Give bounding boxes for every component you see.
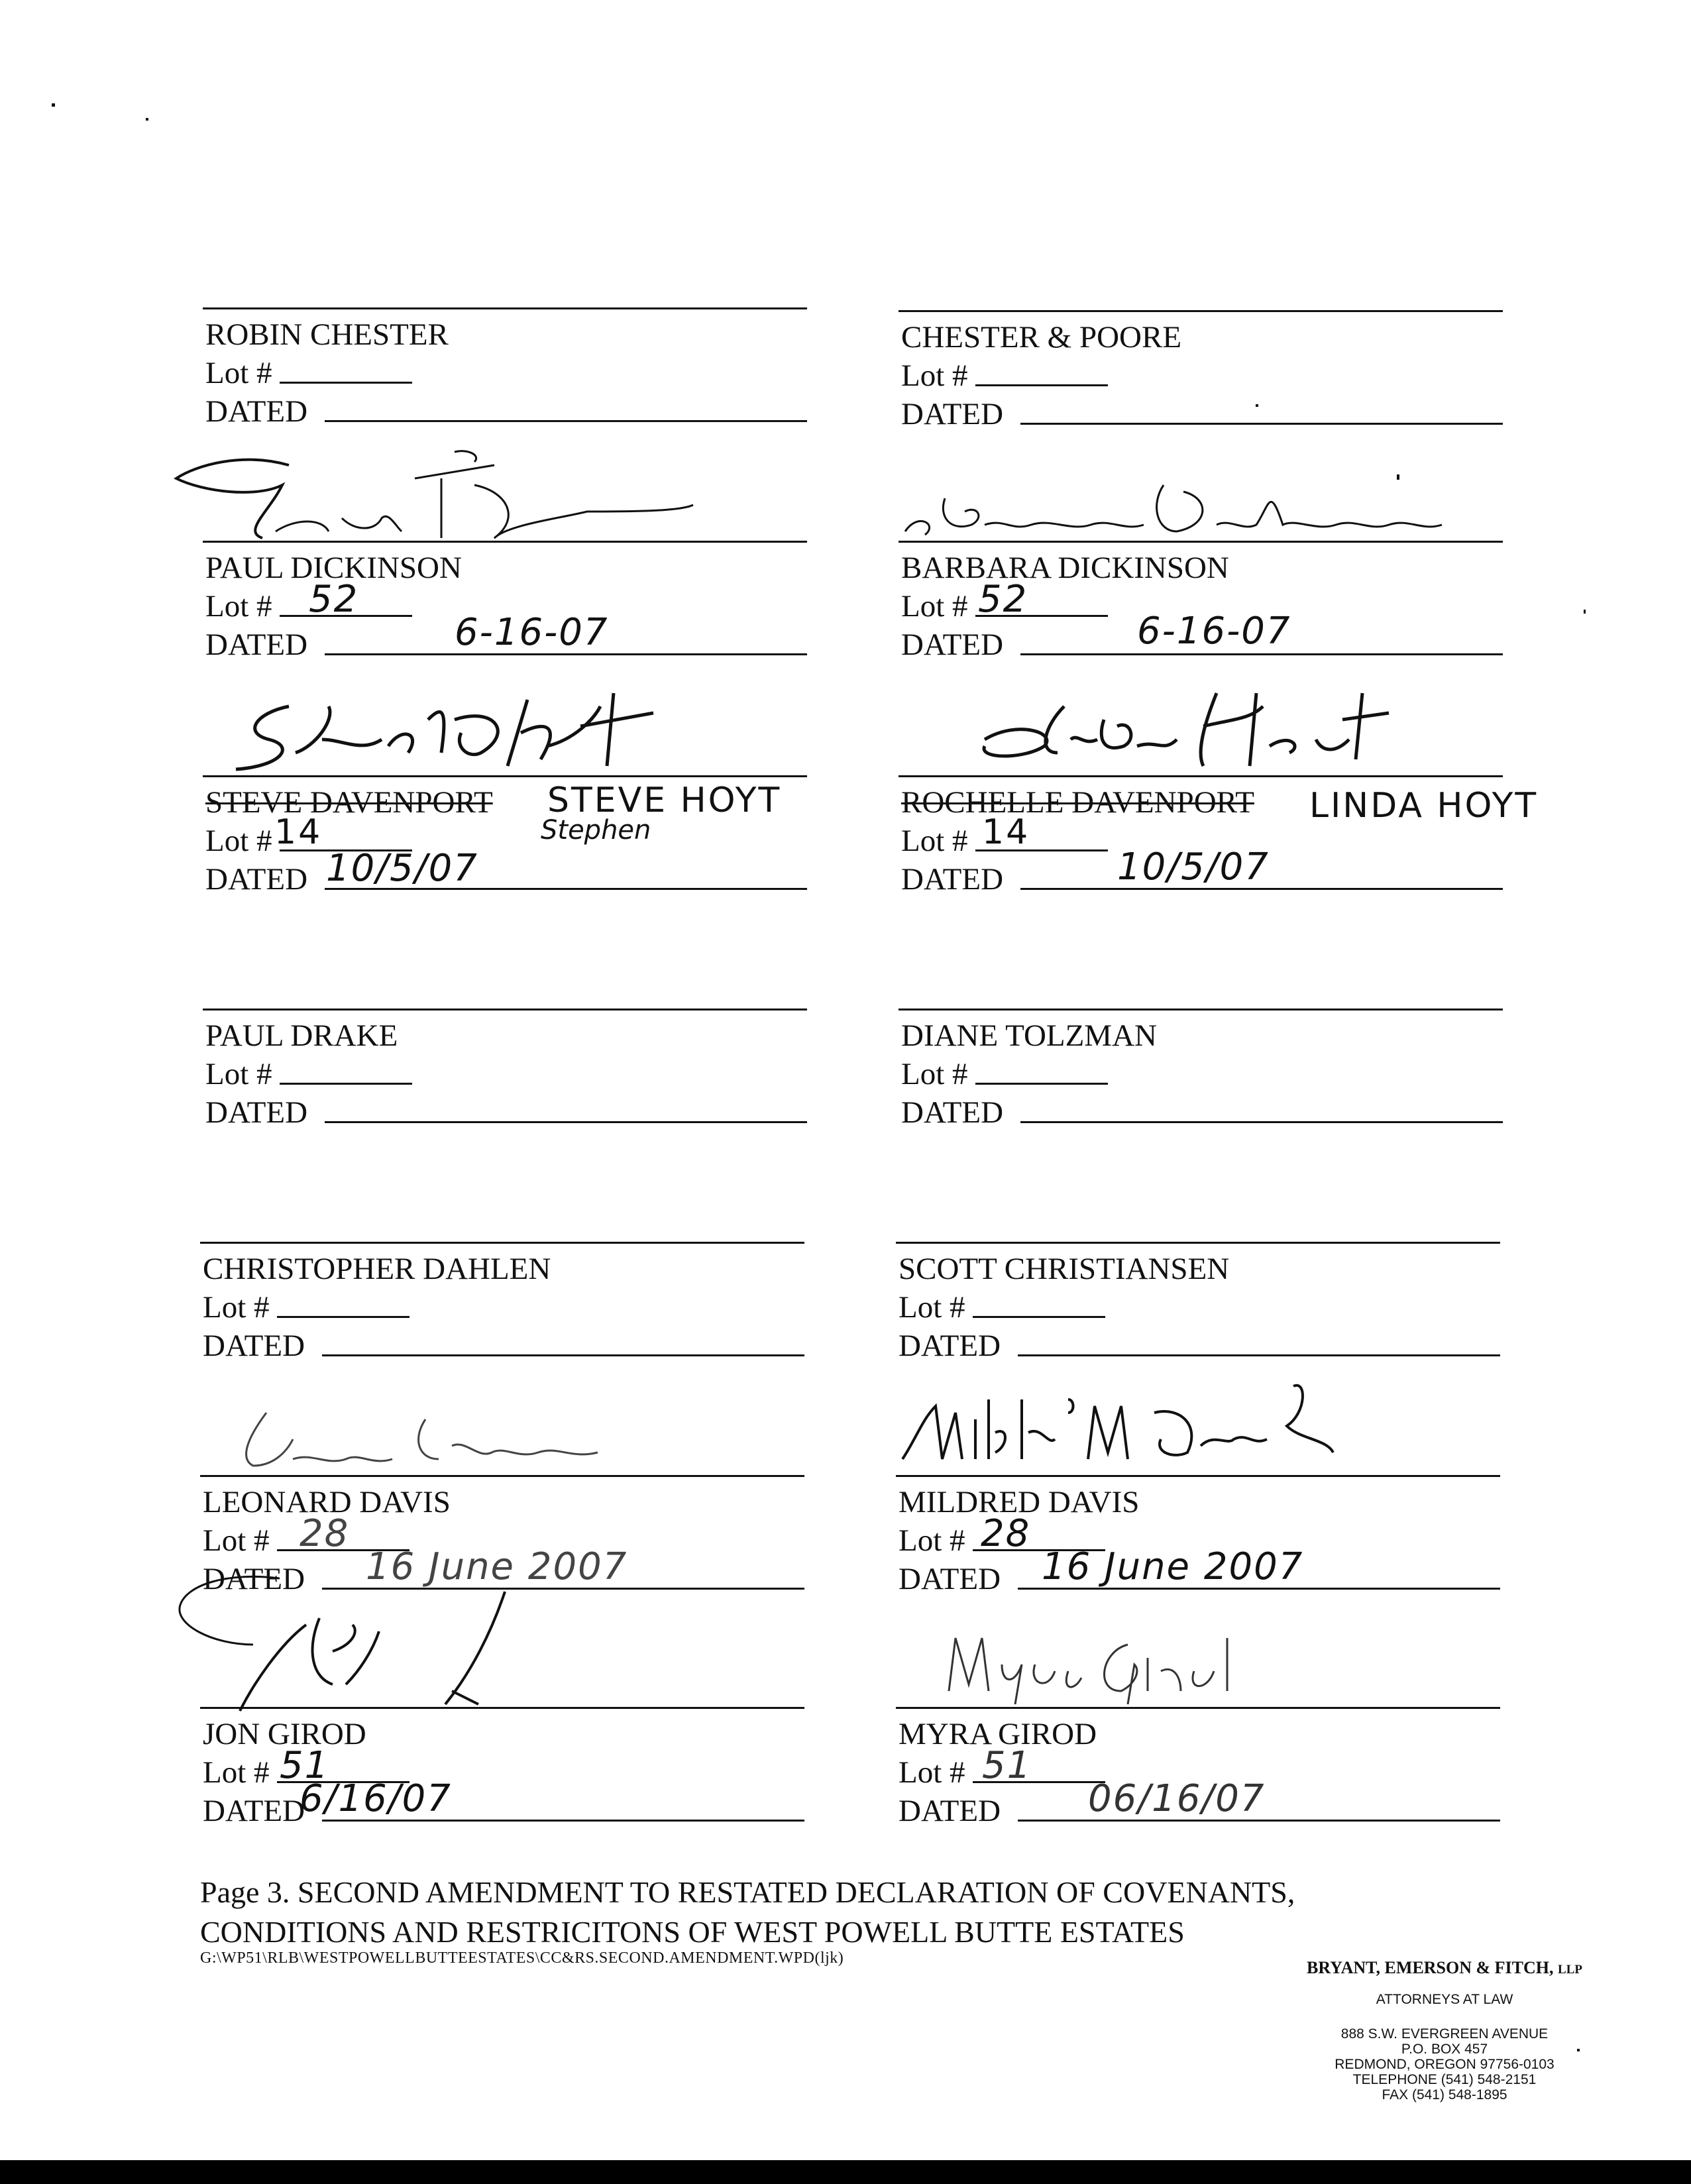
dated-field-line <box>1020 423 1503 425</box>
paul-dickinson-signature <box>163 439 759 545</box>
lot-label: Lot # <box>901 824 968 858</box>
scan-speck <box>1256 404 1258 407</box>
lot-row <box>203 1289 270 1325</box>
scan-speck <box>1584 610 1586 614</box>
lot-label: Lot # <box>899 1523 965 1558</box>
lot-handwritten-value: 28 <box>300 1512 350 1555</box>
signature-line <box>896 1707 1500 1709</box>
lot-label: Lot # <box>205 824 272 858</box>
signature-block-jon-girod <box>200 1678 804 1877</box>
lot-field-line <box>280 1083 412 1085</box>
dated-field-line <box>1020 653 1503 655</box>
dated-row <box>205 394 307 429</box>
scan-speck <box>1397 474 1399 480</box>
barbara-dickinson-signature <box>899 459 1495 538</box>
mildred-davis-signature <box>896 1373 1399 1472</box>
dated-row <box>203 1328 305 1364</box>
signature-block-paul-drake <box>203 979 807 1178</box>
dated-label: DATED <box>205 394 308 429</box>
lot-label: Lot # <box>205 1057 272 1091</box>
signer-name: BARBARA DICKINSON <box>901 551 1229 585</box>
signature-block-steve-davenport <box>203 746 807 945</box>
lot-row <box>203 1755 270 1790</box>
signature-line <box>203 307 807 309</box>
lot-field-line <box>975 384 1108 386</box>
scan-edge-bar <box>0 2160 1691 2184</box>
leonard-davis-signature <box>227 1399 690 1472</box>
dated-field-line <box>322 1354 804 1356</box>
dated-label: DATED <box>203 1562 305 1596</box>
lot-row <box>205 823 272 859</box>
dated-row <box>901 396 1003 432</box>
signature-block-mildred-davis <box>896 1446 1500 1645</box>
dated-label: DATED <box>901 862 1004 897</box>
dated-label: DATED <box>901 628 1004 662</box>
dated-row <box>205 1095 307 1130</box>
lot-label: Lot # <box>899 1755 965 1790</box>
signer-name: LEONARD DAVIS <box>203 1485 451 1519</box>
dated-label: DATED <box>203 1794 305 1828</box>
lot-row <box>205 355 272 391</box>
dated-row <box>203 1793 305 1829</box>
dated-handwritten-value: 6/16/07 <box>300 1777 452 1820</box>
lot-handwritten-value: 51 <box>280 1744 330 1787</box>
dated-row <box>899 1561 1001 1597</box>
dated-handwritten-value: 16 June 2007 <box>366 1545 628 1588</box>
linda-hoyt-signature <box>965 680 1429 773</box>
lot-handwritten-value: 28 <box>981 1512 1031 1555</box>
lot-field-line <box>277 1316 409 1318</box>
signature-line <box>899 310 1503 312</box>
dated-label: DATED <box>899 1794 1001 1828</box>
document-title-line-1: Page 3. SECOND AMENDMENT TO RESTATED DECLARATION OF COVENANTS, <box>200 1875 1295 1909</box>
document-title <box>200 1873 1295 1952</box>
lot-label: Lot # <box>203 1755 270 1790</box>
signature-block-chester-poore <box>899 281 1503 480</box>
lot-label: Lot # <box>899 1290 965 1325</box>
signature-line <box>899 775 1503 777</box>
address-line: TELEPHONE (541) 548-2151 <box>1352 2072 1537 2087</box>
signer-name: PAUL DRAKE <box>205 1018 398 1053</box>
scan-speck <box>146 118 148 121</box>
signer-name: PAUL DICKINSON <box>205 551 462 585</box>
dated-label: DATED <box>203 1329 305 1363</box>
replacement-printed-name: LINDA HOYT <box>1309 786 1539 826</box>
lot-label: Lot # <box>205 356 272 390</box>
lot-row <box>899 1755 965 1790</box>
law-firm-suffix: LLP <box>1558 1963 1582 1977</box>
dated-label: DATED <box>205 1095 308 1130</box>
lot-row <box>205 1056 272 1092</box>
lot-label: Lot # <box>205 589 272 624</box>
law-firm-name <box>1259 1958 1630 1978</box>
signature-line <box>203 1009 807 1010</box>
dated-row <box>899 1328 1001 1364</box>
lot-field-line <box>975 1083 1108 1085</box>
address-line: FAX (541) 548-1895 <box>1382 2087 1507 2102</box>
lot-label: Lot # <box>901 358 968 393</box>
lot-row <box>901 358 968 394</box>
lot-field-line <box>280 382 412 384</box>
signature-line <box>203 775 807 777</box>
dated-row <box>899 1793 1001 1829</box>
signature-line <box>200 1475 804 1477</box>
signer-name: MILDRED DAVIS <box>899 1485 1140 1519</box>
signer-name-struck: STEVE DAVENPORT <box>205 785 493 820</box>
lot-row <box>901 588 968 624</box>
signature-line <box>200 1242 804 1244</box>
lot-label: Lot # <box>203 1523 270 1558</box>
dated-field-line <box>1018 1354 1500 1356</box>
dated-label: DATED <box>901 397 1004 431</box>
address-line: P.O. BOX 457 <box>1401 2042 1488 2057</box>
dated-label: DATED <box>901 1095 1004 1130</box>
dated-field-line <box>325 420 807 422</box>
dated-field-line <box>1020 1121 1503 1123</box>
signer-name: JON GIROD <box>203 1717 366 1751</box>
address-line: REDMOND, OREGON 97756-0103 <box>1335 2057 1555 2072</box>
dated-field-line <box>325 1121 807 1123</box>
lot-row <box>899 1523 965 1558</box>
signature-line <box>899 1009 1503 1010</box>
lot-row <box>901 1056 968 1092</box>
lot-field-line <box>973 1316 1105 1318</box>
signer-name: MYRA GIROD <box>899 1717 1097 1751</box>
signer-name: DIANE TOLZMAN <box>901 1018 1157 1053</box>
lot-handwritten-value: 14 <box>274 812 323 852</box>
dated-handwritten-value: 10/5/07 <box>326 847 478 890</box>
signature-line <box>896 1242 1500 1244</box>
scan-speck <box>52 103 55 107</box>
dated-row <box>901 1095 1003 1130</box>
dated-handwritten-value: 06/16/07 <box>1088 1777 1266 1820</box>
signature-line <box>899 541 1503 543</box>
signer-name-struck: ROCHELLE DAVENPORT <box>901 785 1254 820</box>
dated-handwritten-value: 6-16-07 <box>455 611 609 654</box>
signer-name: CHESTER & POORE <box>901 320 1182 355</box>
jon-girod-signature <box>160 1572 624 1718</box>
dated-row <box>205 861 307 897</box>
file-path: G:\WP51\RLB\WESTPOWELLBUTTEESTATES\CC&RS.SECOND.AMENDMENT.WPD(ljk) <box>200 1949 844 1967</box>
signer-name: CHRISTOPHER DAHLEN <box>203 1252 551 1286</box>
law-firm-subtitle: ATTORNEYS AT LAW <box>1376 1992 1513 2007</box>
lot-row <box>203 1523 270 1558</box>
replacement-printed-name: STEVE HOYT <box>547 781 782 820</box>
lot-row <box>901 823 968 859</box>
lot-row <box>205 588 272 624</box>
signature-block-rochelle-davenport <box>899 746 1539 945</box>
law-firm-name-text: BRYANT, EMERSON & FITCH, <box>1307 1958 1554 1977</box>
address-line: 888 S.W. EVERGREEN AVENUE <box>1340 2026 1549 2042</box>
lot-label: Lot # <box>901 589 968 624</box>
dated-label: DATED <box>899 1329 1001 1363</box>
dated-label: DATED <box>899 1562 1001 1596</box>
signature-block-christopher-dahlen <box>200 1213 804 1411</box>
signer-name: SCOTT CHRISTIANSEN <box>899 1252 1230 1286</box>
law-firm-address <box>1259 2026 1630 2102</box>
dated-handwritten-value: 16 June 2007 <box>1042 1545 1304 1588</box>
lot-handwritten-value: 14 <box>982 812 1030 852</box>
signer-name: ROBIN CHESTER <box>205 317 449 352</box>
lot-handwritten-value: 52 <box>978 578 1028 621</box>
lot-label: Lot # <box>901 1057 968 1091</box>
dated-label: DATED <box>205 628 308 662</box>
steve-hoyt-signature <box>229 680 759 773</box>
dated-row <box>901 861 1003 897</box>
signature-block-diane-tolzman <box>899 979 1503 1178</box>
dated-handwritten-value: 6-16-07 <box>1137 610 1291 653</box>
lot-handwritten-value: 51 <box>982 1744 1032 1787</box>
lot-handwritten-value: 52 <box>309 578 359 621</box>
myra-girod-signature <box>936 1625 1267 1704</box>
scan-speck <box>1577 2049 1580 2051</box>
signature-line <box>203 541 807 543</box>
dated-label: DATED <box>205 862 308 897</box>
dated-handwritten-value: 10/5/07 <box>1117 846 1270 889</box>
signature-line <box>896 1475 1500 1477</box>
lot-label: Lot # <box>203 1290 270 1325</box>
document-title-line-2: CONDITIONS AND RESTRICITONS OF WEST POWELL BUTTE ESTATES <box>200 1915 1185 1949</box>
dated-row <box>901 627 1003 663</box>
handwritten-first-name: Stephen <box>541 815 651 846</box>
signature-line <box>200 1707 804 1709</box>
dated-row <box>205 627 307 663</box>
signature-block-myra-girod <box>896 1678 1500 1877</box>
lot-row <box>899 1289 965 1325</box>
